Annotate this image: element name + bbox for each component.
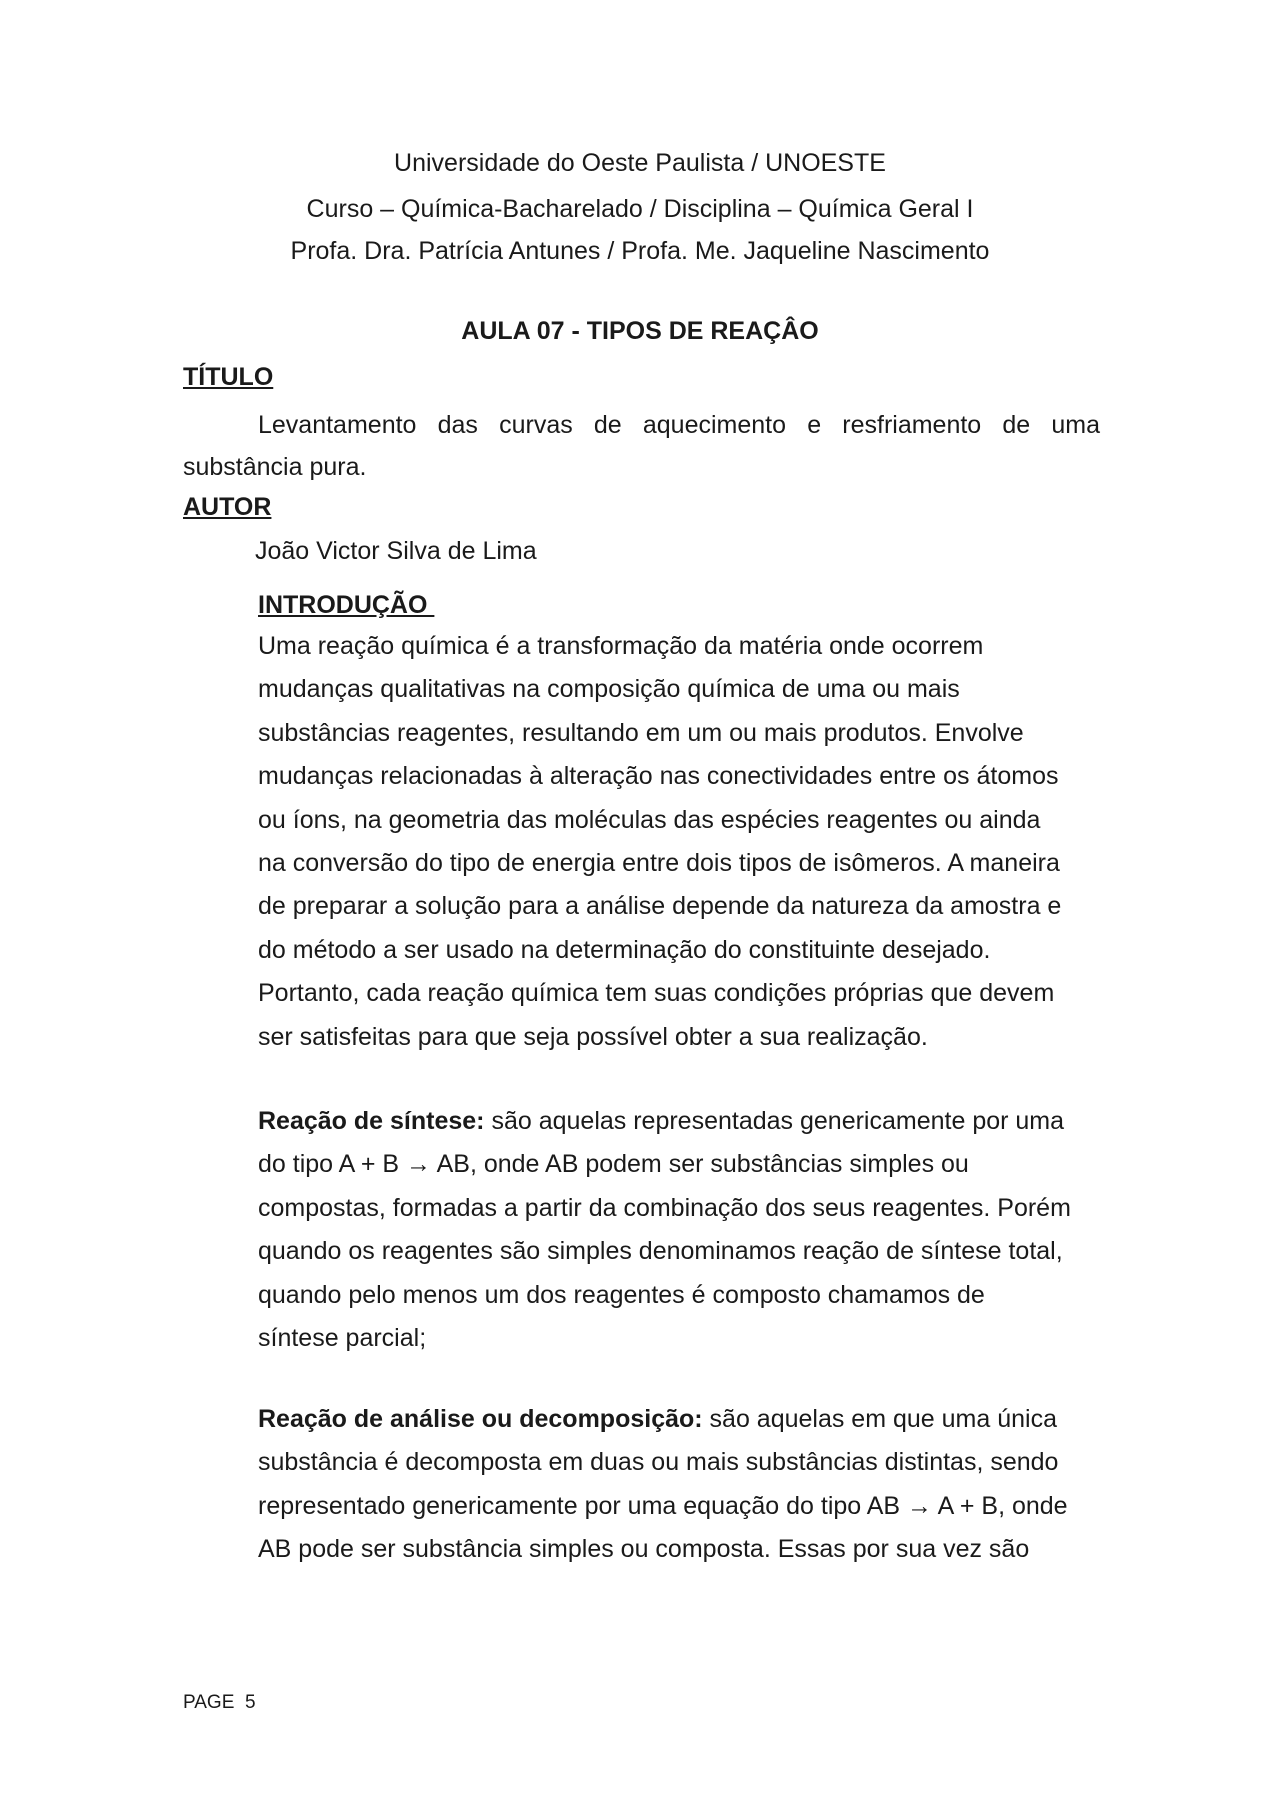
title-section-label: TÍTULO	[183, 363, 274, 391]
paragraph-line: representado genericamente por uma equação do tipo AB → A + B, onde	[258, 1491, 1068, 1520]
decomposition-paragraph	[258, 1398, 1108, 1572]
paragraph-line: ou íons, na geometria das moléculas das espécies reagentes ou ainda	[258, 805, 1041, 834]
lesson-title: AULA 07 - TIPOS DE REAÇÂO	[461, 317, 819, 345]
paragraph-line: quando os reagentes são simples denominamos reação de síntese total,	[258, 1237, 1063, 1266]
paragraph-line: do tipo A + B → AB, onde AB podem ser substâncias simples ou	[258, 1150, 969, 1179]
paragraph-line: do método a ser usado na determinação do constituinte desejado.	[258, 935, 991, 964]
course-discipline: Curso – Química-Bacharelado / Disciplina – Química Geral I	[306, 195, 974, 223]
synthesis-paragraph	[258, 1100, 1108, 1360]
paragraph-line: de preparar a solução para a análise depende da natureza da amostra e	[258, 892, 1062, 921]
paragraph-line: Portanto, cada reação química tem suas condições próprias que devem	[258, 979, 1055, 1008]
paragraph-line: mudanças qualitativas na composição química de uma ou mais	[258, 675, 960, 704]
introduction-label: INTRODUÇÃO	[258, 591, 435, 619]
paragraph-line: ser satisfeitas para que seja possível obter a sua realização.	[258, 1022, 928, 1051]
paragraph-line: Uma reação química é a transformação da matéria onde ocorrem	[258, 632, 984, 660]
introduction-paragraph	[258, 625, 1108, 1059]
paragraph-line: síntese parcial;	[258, 1324, 427, 1353]
paragraph-line	[258, 1398, 1108, 1441]
paragraph-line: compostas, formadas a partir da combinação dos seus reagentes. Porém	[258, 1193, 1071, 1222]
paragraph-line: AB pode ser substância simples ou composta. Essas por sua vez são	[258, 1535, 1030, 1564]
paragraph-line: substâncias reagentes, resultando em um ou mais produtos. Envolve	[258, 718, 1024, 747]
university-name: Universidade do Oeste Paulista / UNOESTE	[394, 149, 886, 177]
paragraph-line: na conversão do tipo de energia entre dois tipos de isômeros. A maneira	[258, 849, 1060, 878]
professors: Profa. Dra. Patrícia Antunes / Profa. Me. Jaqueline Nascimento	[290, 237, 990, 265]
paragraph-line: mudanças relacionadas à alteração nas conectividades entre os átomos	[258, 762, 1059, 791]
paragraph-line: substância é decomposta em duas ou mais substâncias distintas, sendo	[258, 1448, 1059, 1477]
title-section-text: Levantamento das curvas de aquecimento e resfriamento de uma substância pura.	[183, 411, 1100, 481]
decomposition-term: Reação de análise ou decomposição:	[258, 1405, 703, 1433]
author-name: João Victor Silva de Lima	[255, 537, 537, 565]
page-number: PAGE 5	[183, 1692, 256, 1713]
paragraph-line: quando pelo menos um dos reagentes é composto chamamos de	[258, 1280, 985, 1309]
paragraph-line	[258, 1100, 1108, 1143]
synthesis-term: Reação de síntese:	[258, 1107, 485, 1135]
decomposition-first-line: são aquelas em que uma única	[702, 1405, 1057, 1433]
author-section-label: AUTOR	[183, 493, 272, 521]
synthesis-first-line: são aquelas representadas genericamente por uma	[484, 1107, 1065, 1135]
